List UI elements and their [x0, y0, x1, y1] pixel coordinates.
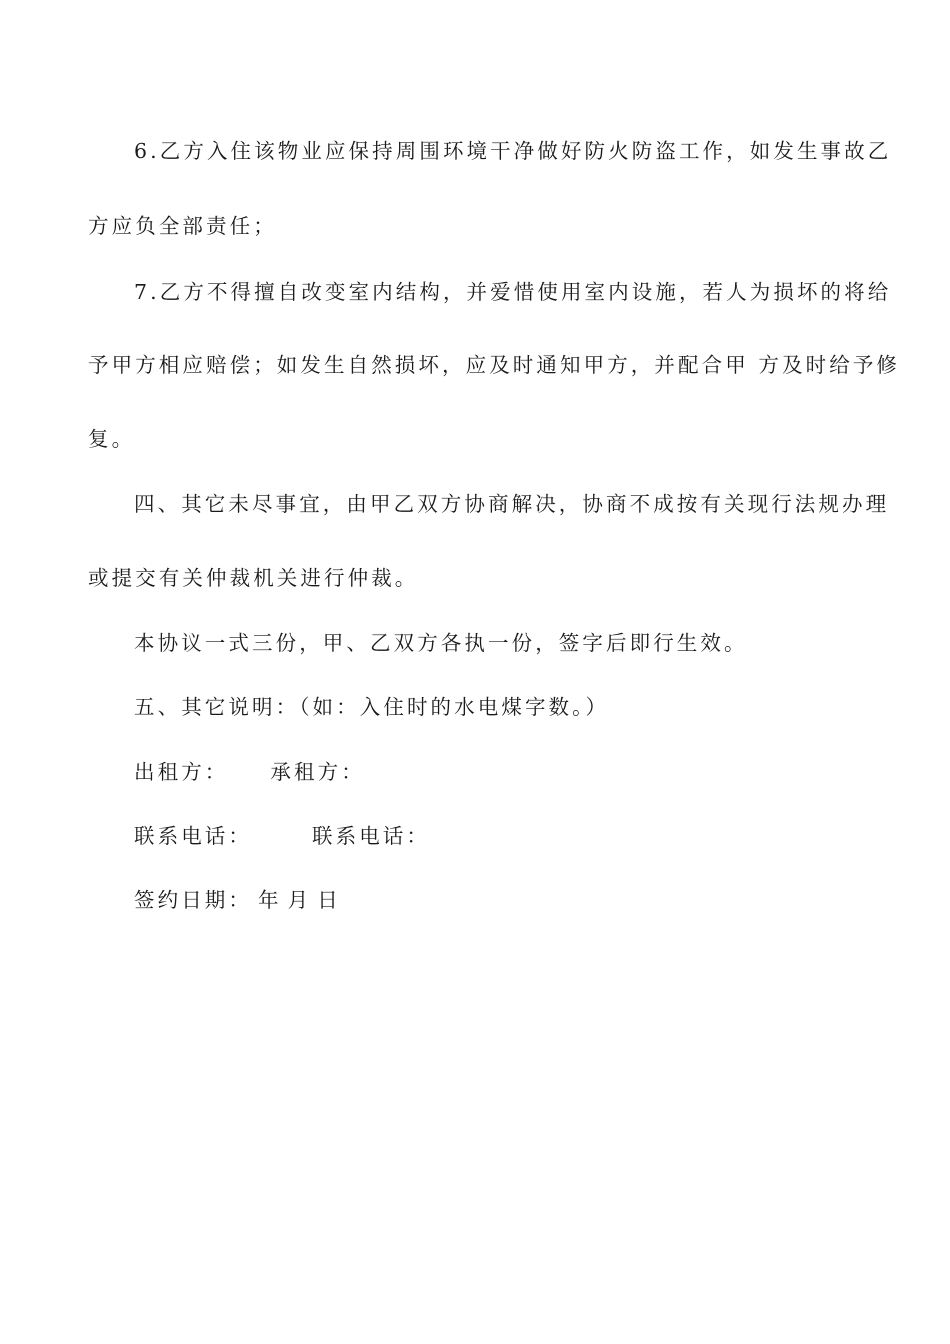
lessee-label: 承租方： — [270, 760, 365, 784]
clause-7-line-3: 复。 — [88, 427, 136, 451]
clause-7-line-2: 予甲方相应赔偿；如发生自然损坏，应及时通知甲方，并配合甲 方及时给予修 — [88, 353, 901, 377]
signing-date-label: 签约日期： — [134, 888, 252, 912]
copies-statement: 本协议一式三份，甲、乙双方各执一份，签字后即行生效。 — [134, 631, 748, 655]
year-label: 年 — [258, 888, 282, 912]
section-5-notes: 五、其它说明：（如：入住时的水电煤字数。） — [134, 695, 610, 719]
day-label: 日 — [317, 888, 341, 912]
clause-6-line-1: 6.乙方入住该物业应保持周围环境干净做好防火防盗工作，如发生事故乙 — [134, 139, 892, 163]
section-4-line-2: 或提交有关仲裁机关进行仲裁。 — [88, 566, 419, 590]
party-signature-row — [134, 762, 365, 783]
lessor-phone-label: 联系电话： — [134, 824, 252, 848]
month-label: 月 — [287, 888, 312, 912]
clause-7-line-1: 7.乙方不得擅自改变室内结构，并爱惜使用室内设施，若人为损坏的将给 — [134, 280, 892, 304]
clause-6-line-2: 方应负全部责任； — [88, 214, 277, 238]
phone-row — [134, 826, 430, 847]
lessee-phone-label: 联系电话： — [312, 824, 430, 848]
lessor-label: 出租方： — [134, 760, 229, 784]
signing-date-row — [134, 890, 341, 911]
section-4-line-1: 四、其它未尽事宜，由甲乙双方协商解决，协商不成按有关现行法规办理 — [134, 492, 890, 516]
